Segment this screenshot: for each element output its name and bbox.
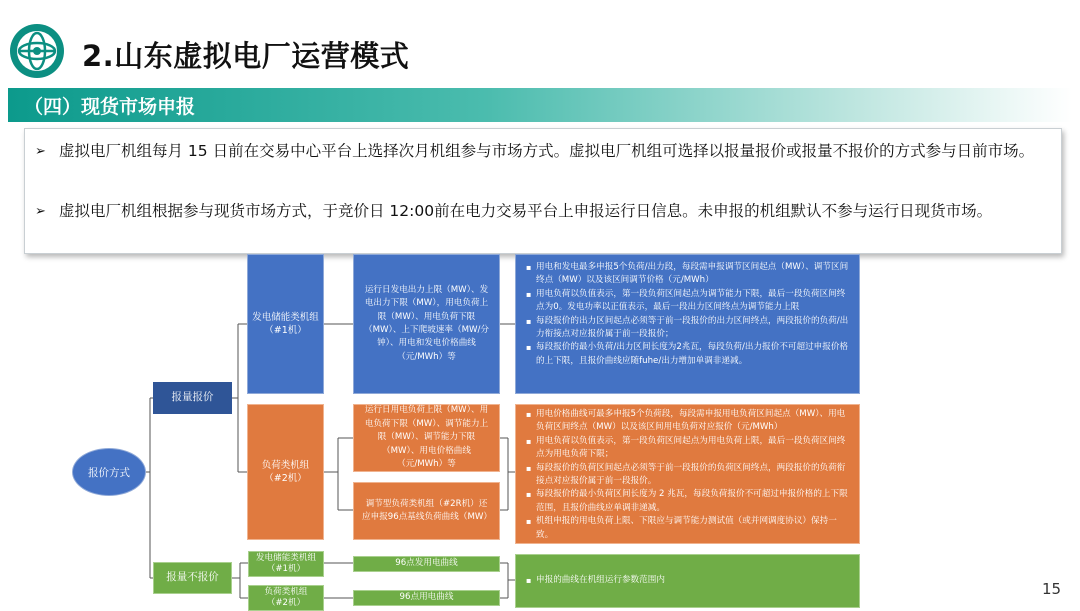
branch-quote-no-price: 报量不报价 — [153, 562, 232, 594]
section-title: （四）现货市场申报 — [24, 96, 196, 118]
rule-item: ▪ 每段报价的负荷区间起点必须等于前一段报价的负荷区间终点，两段报价的负荷衔接点对应报价属于前一段报价。 — [528, 462, 851, 489]
load-baseline-box: 调节型负荷类机组（#2R机）还应申报96点基线负荷曲线（MW） — [353, 482, 500, 540]
nq-rules-box — [515, 554, 860, 608]
rule-item: ▪ 用电和发电最多申报5个负荷/出力段，每段需申报调节区间起点（MW）、调节区间终点（MW）以及该区间调节价格（元/MWh） — [528, 261, 851, 288]
arrow-bullet-icon: ➢ — [35, 204, 46, 219]
gen-storage-rules-box — [515, 254, 860, 394]
rule-item: ▪ 申报的曲线在机组运行参数范围内 — [528, 574, 851, 587]
rule-item: ▪ 用电负荷以负值表示，第一段负荷区间起点为用电负荷上限，最后一段负荷区间终点为用电负荷下限； — [528, 435, 851, 462]
nq-load-curve-box: 96点用电曲线 — [353, 590, 500, 606]
nq-gen-storage-unit-box: 发电储能类机组 （#1机） — [248, 551, 324, 577]
rule-item: ▪ 机组申报的用电负荷上限、下限应与调节能力测试值（或并网调度协议）保持一致。 — [528, 515, 851, 542]
nq-gen-curve-box: 96点发用电曲线 — [353, 556, 500, 572]
load-rules-box — [515, 404, 860, 544]
load-unit-box: 负荷类机组 （#2机） — [247, 404, 324, 540]
bullet-text: 虚拟电厂机组根据参与现货市场方式，于竞价日 12:00前在电力交易平台上申报运行日信息。未申报的机组默认不参与运行日现货市场。 — [59, 202, 993, 220]
load-info-box: 运行日用电负荷上限（MW）、用电负荷下限（MW）、调节能力上限（MW）、调节能力下限（MW）、用电价格曲线（元/MWh）等 — [353, 404, 500, 472]
arrow-bullet-icon: ➢ — [35, 144, 46, 159]
page-number: 15 — [1042, 580, 1062, 598]
rule-item: ▪ 每段报价的最小负荷区间长度为 2 兆瓦，每段负荷报价不可超过申报价格的上下限范围，且报价曲线应单调非递减。 — [528, 488, 851, 515]
branch-quote-with-price: 报量报价 — [153, 382, 232, 414]
nq-load-unit-box: 负荷类机组 （#2机） — [248, 585, 324, 611]
bullet-text: 虚拟电厂机组每月 15 日前在交易中心平台上选择次月机组参与市场方式。虚拟电厂机组可选择以报量报价或报量不报价的方式参与日前市场。 — [59, 142, 1035, 160]
rule-item: ▪ 每段报价的出力区间起点必须等于前一段报价的出力区间终点，两段报价的负荷/出力衔接点对应报价属于前一段报价； — [528, 315, 851, 342]
rule-item: ▪ 用电负荷以负值表示，第一段负荷区间起点为调节能力下限，最后一段负荷区间终点为0。发电功率以正值表示，最后一段出力区间终点为调节能力上限 — [528, 288, 851, 315]
quote-method-root: 报价方式 — [72, 448, 146, 496]
slide-title: 2.山东虚拟电厂运营模式 — [82, 39, 410, 73]
rule-item: ▪ 用电价格曲线可最多申报5个负荷段，每段需申报用电负荷区间起点（MW）、用电负荷区间终点（MW）以及该区间用电负荷对应报价（元/MWh） — [528, 408, 851, 435]
gen-storage-info-box: 运行日发电出力上限（MW）、发电出力下限（MW），用电负荷上限（MW）、用电负荷下限（MW）、上下爬坡速率（MW/分钟）、用电和发电价格曲线（元/MWh）等 — [353, 254, 500, 394]
rule-item: ▪ 每段报价的最小负荷/出力区间长度为2兆瓦，每段负荷/出力报价不可超过申报价格的上下限，且报价曲线应随fuhe/出力增加单调非递减。 — [528, 341, 851, 368]
gen-storage-unit-box: 发电储能类机组 （#1机） — [247, 254, 324, 394]
